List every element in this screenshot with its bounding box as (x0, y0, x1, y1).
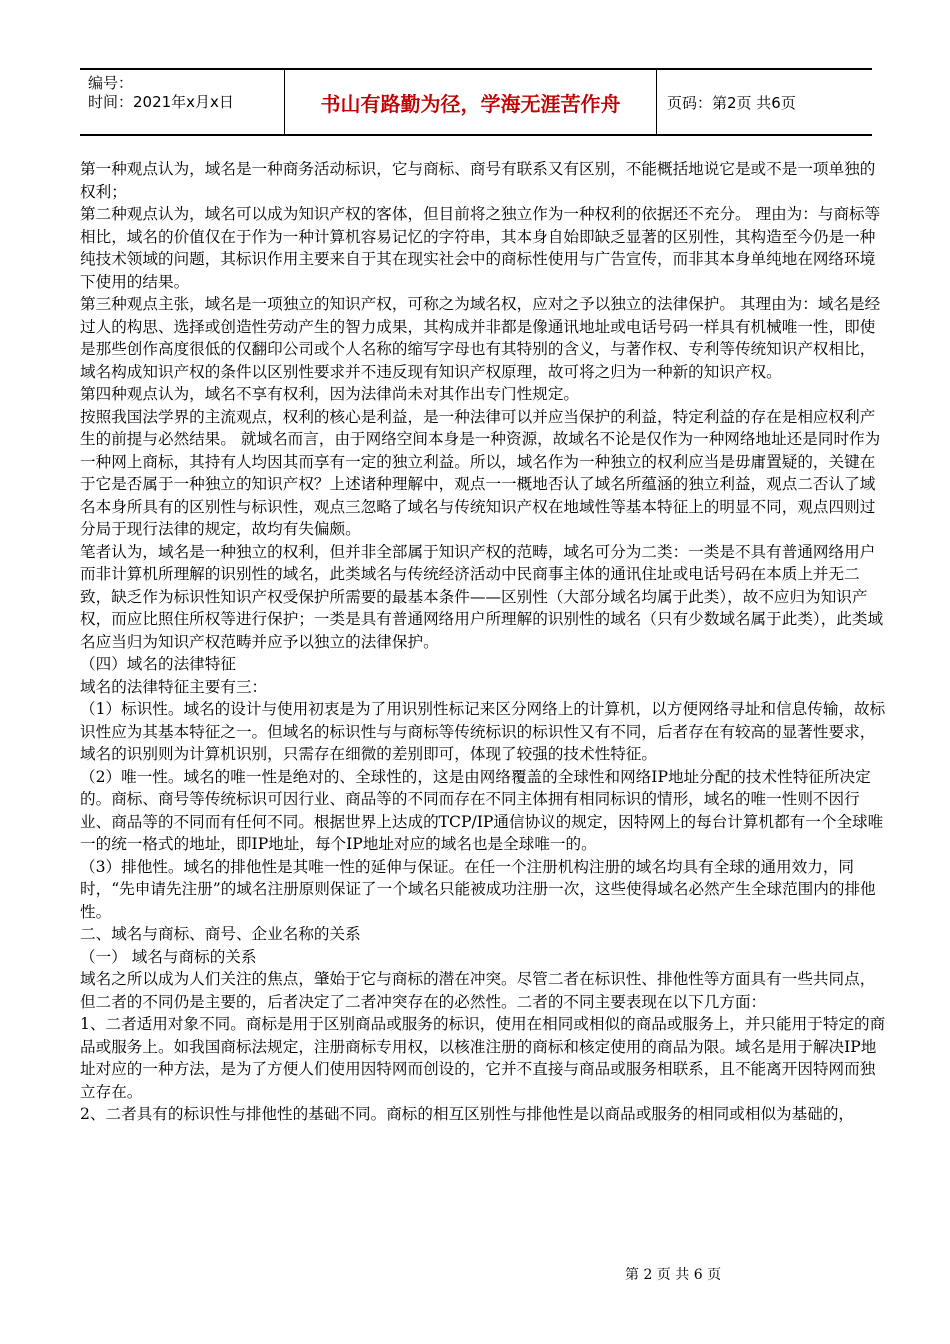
paragraph: 第三种观点主张，域名是一项独立的知识产权，可称之为域名权，应对之予以独立的法律保护。 其理由为：域名是经过人的构思、选择或创造性劳动产生的智力成果，其构成并非都是像通讯地址或电话号码一样具有机械唯一性，即使是那些创作高度很低的仅翻印公司或个人名称的缩写字母也有其特别的含义，与著作权、专利等传统知识产权相比，域名构成知识产权的条件以区别性要求并不违反现有知识产权原理，故可将之归为一种新的知识产权。 (80, 295, 881, 381)
header-page-info: 页码：第2页 共6页 (667, 93, 796, 112)
header-meta (80, 70, 285, 134)
paragraph: 域名之所以成为人们关注的焦点，肇始于它与商标的潜在冲突。尽管二者在标识性、排他性等方面具有一些共同点，但二者的不同仍是主要的，后者决定了二者冲突存在的必然性。二者的不同主要表现在以下几方面： (80, 970, 876, 1011)
section-heading: （一） 域名与商标的关系 (80, 947, 257, 966)
paragraph: 第二种观点认为，域名可以成为知识产权的客体，但目前将之独立作为一种权利的依据还不充分。 理由为：与商标等相比，域名的价值仅在于作为一种计算机容易记忆的字符串，其本身自始即缺乏显著的区别性，其构造至今仍是一种纯技术领域的问题，其标识作用主要来自于其在现实社会中的商标性使用与广告宣传，而非其本身单纯地在网络环境下使用的结果。 (80, 205, 881, 291)
section-heading: 二、域名与商标、商号、企业名称的关系 (80, 925, 361, 943)
paragraph: 笔者认为，域名是一种独立的权利，但并非全部属于知识产权的范畴，域名可分为二类：一类是不具有普通网络用户而非计算机所理解的识别性的域名，此类域名与传统经济活动中民商事主体的通讯住址或电话号码在本质上并无二致，缺乏作为标识性知识产权受保护所需要的最基本条件——区别性（大部分域名均属于此类），故不应归为知识产权，而应比照住所权等进行保护；一类是具有普通网络用户所理解的识别性的域名（只有少数域名属于此类），此类域名应当归为知识产权范畴并应予以独立的法律保护。 (80, 542, 884, 651)
paragraph: 按照我国法学界的主流观点，权利的核心是利益，是一种法律可以并应当保护的利益，特定利益的存在是相应权利产生的前提与必然结果。 就域名而言，由于网络空间本身是一种资源，故域名不论是仅作为一种网络地址还是同时作为一种网上商标，其持有人均因其而享有一定的独立利益。所以，域名作为一种独立的权利应当是毋庸置疑的，关键在于它是否属于一种独立的知识产权？上述诸种理解中，观点一一概地否认了域名所蕴涵的独立利益，观点二否认了域名本身所具有的区别性与标识性，观点三忽略了域名与传统知识产权在地域性等基本特征上的明显不同，观点四则过分局于现行法律的规定，故均有失偏颇。 (80, 407, 881, 538)
document-id-label: 编号： (88, 74, 134, 92)
document-time-label: 时间：2021年x月x日 (88, 93, 234, 111)
page-footer: 第 2 页 共 6 页 (625, 1267, 722, 1283)
paragraph: （1）标识性。域名的设计与使用初衷是为了用识别性标记来区分网络上的计算机，以方便网络寻址和信息传输，故标识性应为其基本特征之一。但域名的标识性与与商标等传统标识的标识性又有不同，后者存在有较高的显著性要求，域名的识别则为计算机识别，只需存在细微的差别即可，体现了较强的技术性特征。 (80, 700, 886, 763)
page-header (80, 68, 872, 136)
paragraph: 1、二者适用对象不同。商标是用于区别商品或服务的标识，使用在相同或相似的商品或服务上，并只能用于特定的商品或服务上。如我国商标法规定，注册商标专用权，以核准注册的商标和核定使用的商品为限。域名是用于解决IP地址对应的一种方法，是为了方便人们使用因特网而创设的，它并不直接与商品或服务相联系，且不能离开因特网而独立存在。 (80, 1015, 886, 1101)
document-body (80, 158, 886, 1126)
paragraph: （2）唯一性。域名的唯一性是绝对的、全球性的，这是由网络覆盖的全球性和网络IP地址分配的技术性特征所决定的。商标、商号等传统标识可因行业、商品等的不同而存在不同主体拥有相同标识的情形，域名的唯一性则不因行业、商品等的不同而有任何不同。根据世界上达成的TCP/IP通信协议的规定，因特网上的每台计算机都有一个全球唯一的统一格式的地址，即IP地址，每个IP地址对应的域名也是全球唯一的。 (80, 767, 884, 853)
paragraph: 第四种观点认为，域名不享有权利，因为法律尚未对其作出专门性规定。 (80, 385, 580, 403)
header-motto: 书山有路勤为径，学海无涯苦作舟 (285, 70, 657, 134)
paragraph: 2、二者具有的标识性与排他性的基础不同。商标的相互区别性与排他性是以商品或服务的相同或相似为基础的， (80, 1105, 855, 1123)
paragraph: 第一种观点认为，域名是一种商务活动标识，它与商标、商号有联系又有区别，不能概括地说它是或不是一项单独的权利； (80, 160, 876, 201)
paragraph: 域名的法律特征主要有三： (80, 677, 268, 696)
paragraph: （3）排他性。域名的排他性是其唯一性的延伸与保证。在任一个注册机构注册的域名均具有全球的通用效力，同时，“先申请先注册”的域名注册原则保证了一个域名只能被成功注册一次，这些使得域名必然产生全球范围内的排他性。 (80, 857, 876, 921)
section-heading: （四）域名的法律特征 (80, 655, 236, 673)
